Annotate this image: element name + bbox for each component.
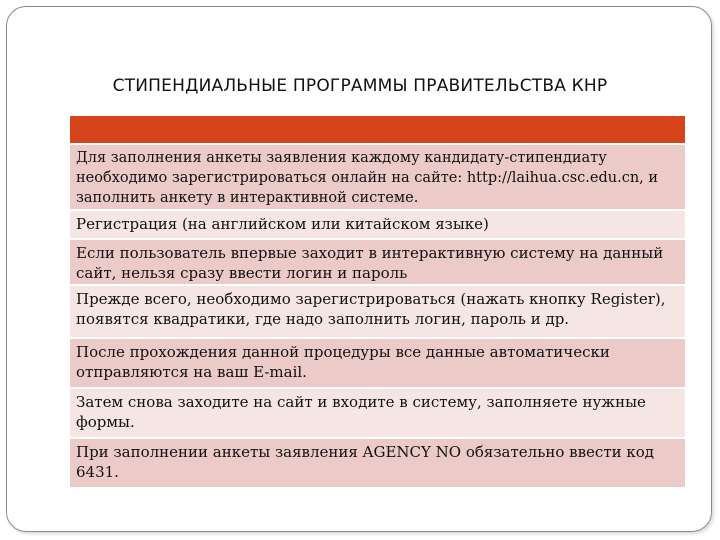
table-row: При заполнении анкеты заявления AGENCY NO обязательно ввести код 6431. (70, 437, 685, 487)
table-row: Прежде всего, необходимо зарегистрироваться (нажать кнопку Register), появятся квадратики, где надо заполнить логин, пароль и др. (70, 284, 685, 337)
slide-title: СТИПЕНДИАЛЬНЫЕ ПРОГРАММЫ ПРАВИТЕЛЬСТВА КНР (112, 76, 608, 96)
info-table (70, 116, 685, 487)
table-row: После прохождения данной процедуры все данные автоматически отправляются на ваш E-mail. (70, 337, 685, 387)
table-row: Регистрация (на английском или китайском языке) (70, 209, 685, 238)
table-header (70, 116, 685, 143)
table-row: Затем снова заходите на сайт и входите в систему, заполняете нужные формы. (70, 387, 685, 437)
table-row: Для заполнения анкеты заявления каждому кандидату-стипендиату необходимо зарегистрироваться онлайн на сайте: http://laihua.csc.edu.cn, и заполнить анкету в интерактивной системе. (70, 143, 685, 209)
table-row: Если пользователь впервые заходит в интерактивную систему на данный сайт, нельзя сразу ввести логин и пароль (70, 238, 685, 284)
